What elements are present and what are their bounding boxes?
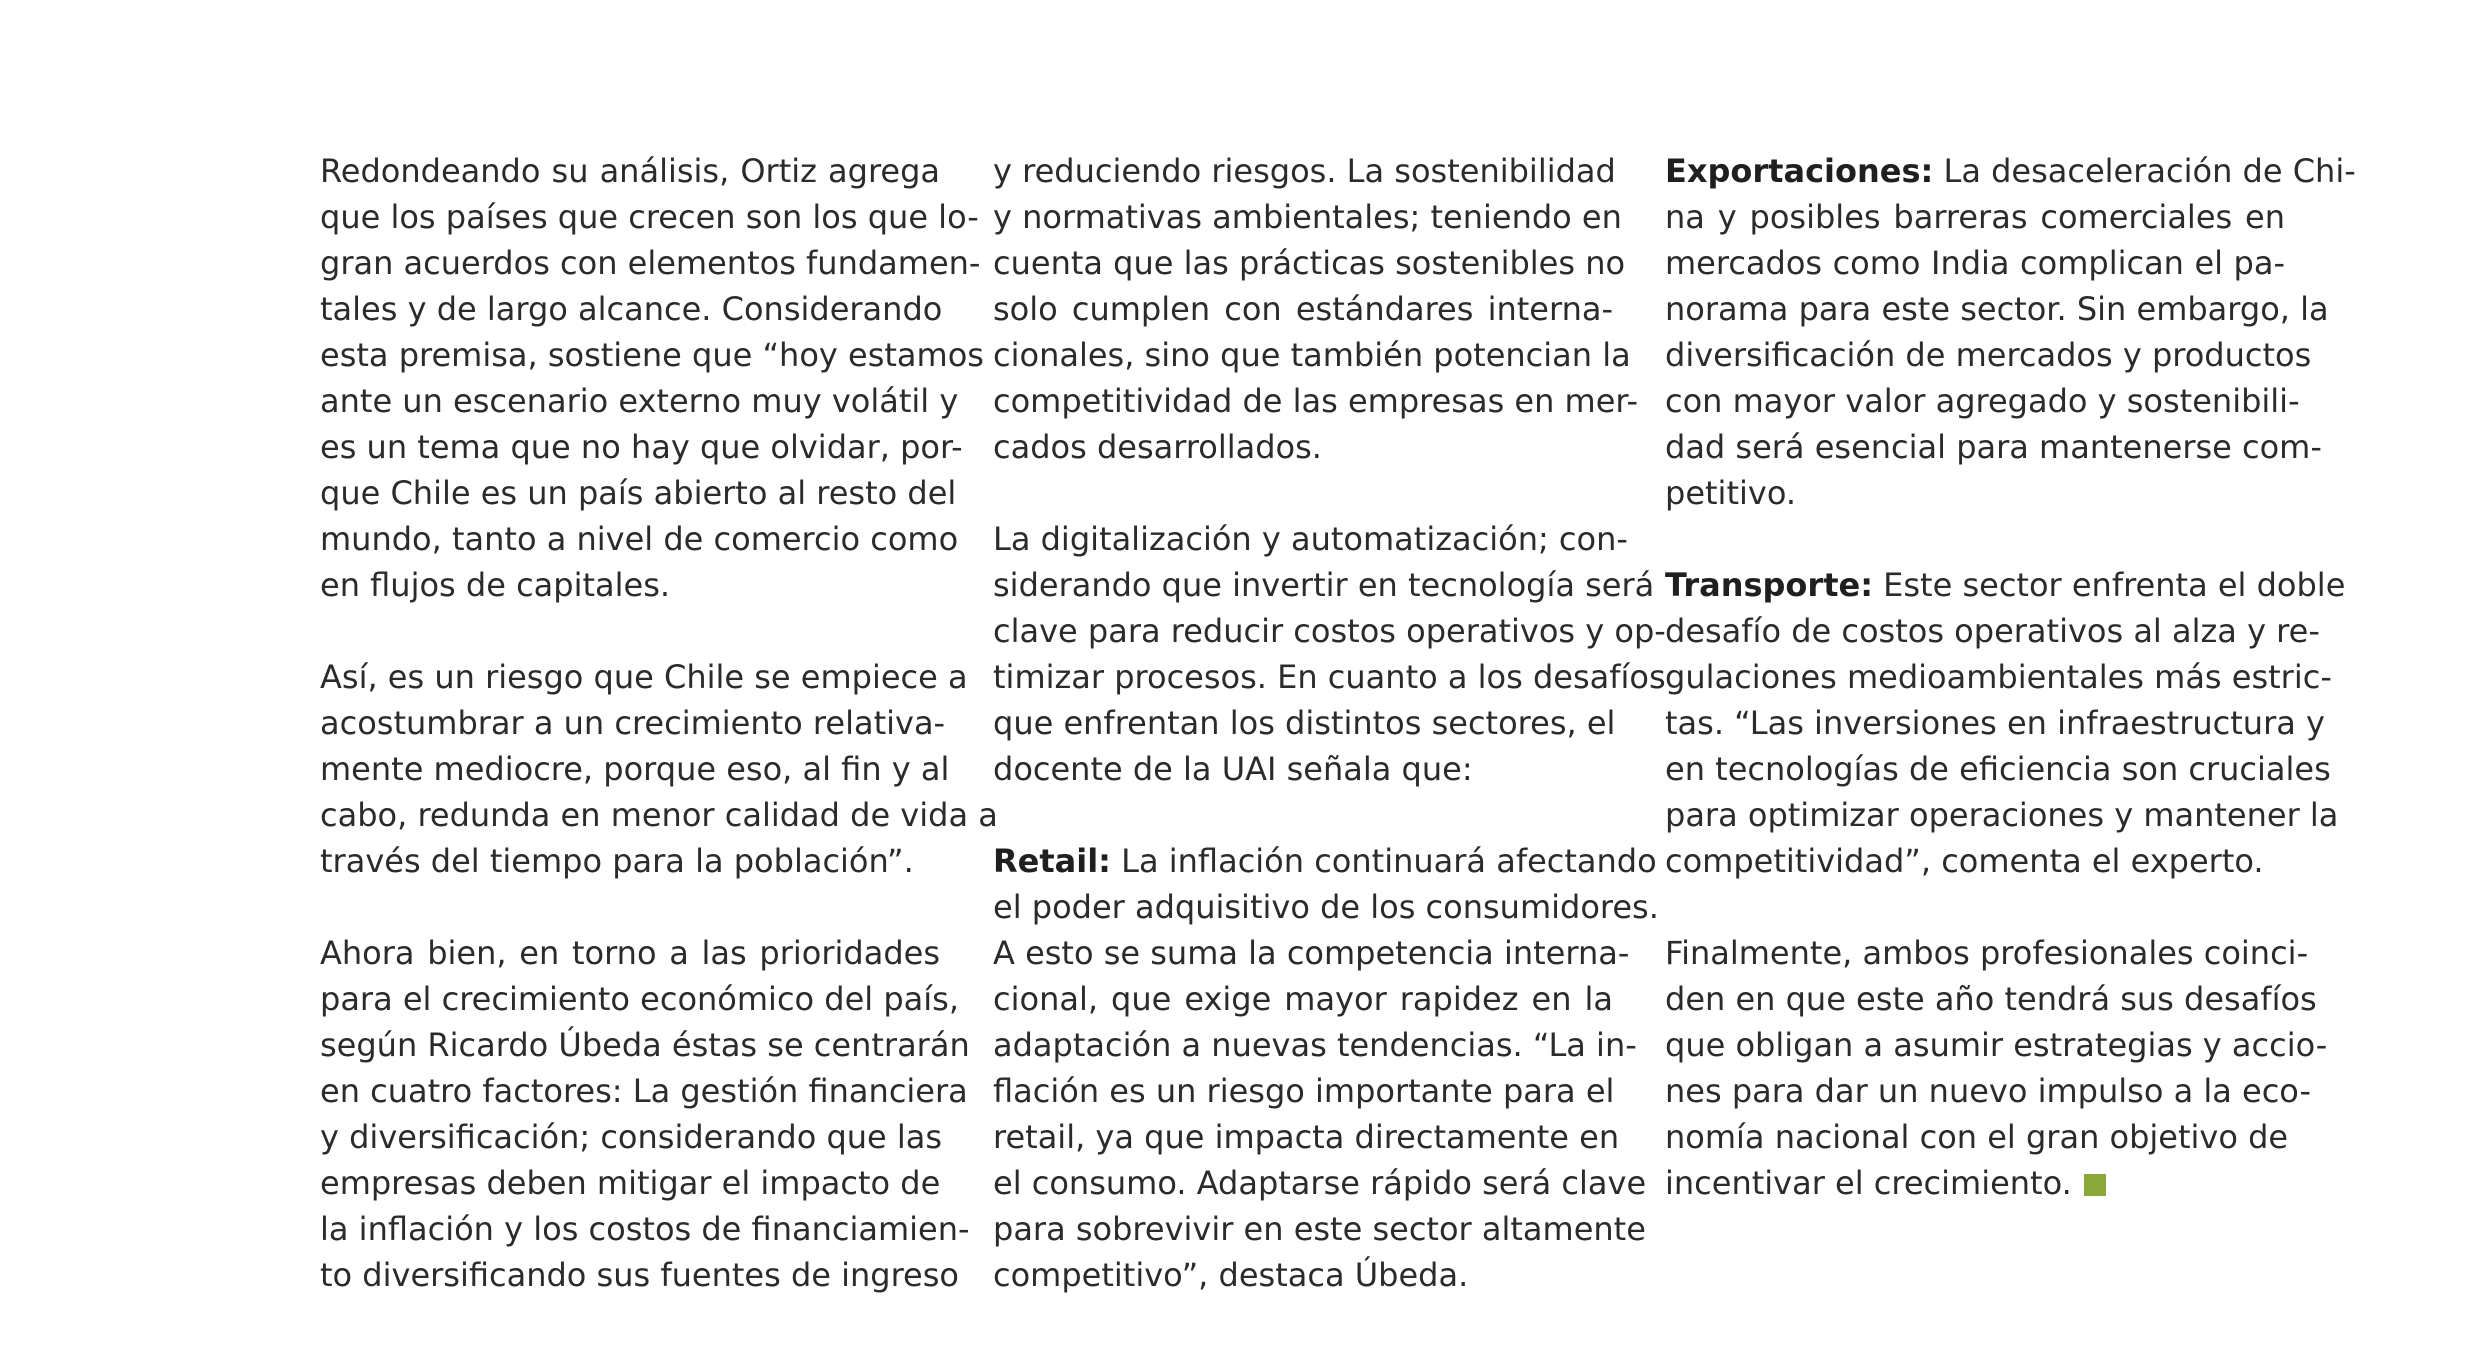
paragraph-line <box>1665 424 2322 470</box>
paragraph-line <box>1665 700 2325 746</box>
line-text: Ahora bien, en torno a las prioridades <box>320 934 940 972</box>
line-text: A esto se suma la competencia interna- <box>993 934 1630 972</box>
paragraph-line <box>320 194 979 240</box>
line-text: adaptación a nuevas tendencias. “La in- <box>993 1026 1637 1064</box>
line-text: norama para este sector. Sin embargo, la <box>1665 290 2329 328</box>
paragraph-line <box>1665 930 2309 976</box>
line-text: retail, ya que impacta directamente en <box>993 1118 1620 1156</box>
line-text: tas. “Las inversiones en infraestructura y <box>1665 704 2325 742</box>
line-text: docente de la UAI señala que: <box>993 750 1473 788</box>
line-text: en flujos de capitales. <box>320 566 671 604</box>
paragraph <box>993 148 1639 470</box>
article-column-2 <box>993 148 1666 1344</box>
paragraph-line <box>993 1160 1647 1206</box>
paragraph-line <box>1665 1160 2285 1206</box>
line-text: solo cumplen con estándares interna- <box>993 290 1613 328</box>
paragraph-line <box>320 838 940 884</box>
paragraph-line <box>1665 378 2300 424</box>
line-text: La desaceleración de Chi- <box>1933 152 2356 190</box>
paragraph-line <box>320 378 959 424</box>
line-text: ante un escenario externo muy volátil y <box>320 382 959 420</box>
section-lead: Retail: <box>993 842 1111 880</box>
paragraph-line <box>320 930 940 976</box>
paragraph-line <box>993 378 1639 424</box>
paragraph-line <box>320 286 943 332</box>
paragraph-line <box>320 654 968 700</box>
line-text: en tecnologías de eficiencia son cruciales <box>1665 750 2331 788</box>
line-text: es un tema que no hay que olvidar, por- <box>320 428 963 466</box>
line-text: con mayor valor agregado y sostenibili- <box>1665 382 2300 420</box>
paragraph-line <box>993 838 1657 884</box>
paragraph <box>993 516 1666 792</box>
line-text: en cuatro factores: La gestión financiera <box>320 1072 968 1110</box>
line-text: competitividad”, comenta el experto. <box>1665 842 2264 880</box>
line-text: timizar procesos. En cuanto a los desafíos <box>993 658 1666 696</box>
line-text: cionales, sino que también potencian la <box>993 336 1631 374</box>
paragraph-line <box>1665 976 2317 1022</box>
line-text: y reduciendo riesgos. La sostenibilidad <box>993 152 1616 190</box>
paragraph-line <box>320 470 957 516</box>
article-column-1 <box>320 148 998 1344</box>
line-text: Redondeando su análisis, Ortiz agrega <box>320 152 940 190</box>
paragraph-line <box>1665 240 2285 286</box>
paragraph-line <box>993 608 1666 654</box>
line-text: petitivo. <box>1665 474 1796 512</box>
paragraph-line <box>993 746 1613 792</box>
line-text: La digitalización y automatización; con- <box>993 520 1628 558</box>
paragraph-line <box>320 976 959 1022</box>
paragraph-line <box>1665 792 2339 838</box>
paragraph-line <box>320 240 981 286</box>
line-text: nes para dar un nuevo impulso a la eco- <box>1665 1072 2312 1110</box>
line-text: esta premisa, sostiene que “hoy estamos <box>320 336 984 374</box>
paragraph-line <box>993 1252 1613 1298</box>
paragraph-line <box>993 1068 1613 1114</box>
paragraph-line <box>1665 286 2329 332</box>
paragraph-line <box>993 654 1666 700</box>
end-of-article-square-icon <box>2084 1174 2106 1196</box>
paragraph-line <box>1665 194 2285 240</box>
paragraph-line <box>320 1022 970 1068</box>
line-text: dad será esencial para mantenerse com- <box>1665 428 2322 466</box>
paragraph-line <box>993 700 1616 746</box>
line-text: mundo, tanto a nivel de comercio como <box>320 520 959 558</box>
paragraph-line <box>993 194 1622 240</box>
paragraph <box>320 654 998 884</box>
line-text: den en que este año tendrá sus desafíos <box>1665 980 2317 1018</box>
paragraph-line <box>1665 1114 2289 1160</box>
line-text: tales y de largo alcance. Considerando <box>320 290 943 328</box>
paragraph-line <box>320 148 940 194</box>
line-text: gulaciones medioambientales más estric- <box>1665 658 2332 696</box>
line-text: cional, que exige mayor rapidez en la <box>993 980 1613 1018</box>
line-text: siderando que invertir en tecnología será <box>993 566 1655 604</box>
line-text: Así, es un riesgo que Chile se empiece a <box>320 658 968 696</box>
paragraph <box>993 838 1659 1298</box>
line-text: través del tiempo para la población”. <box>320 842 914 880</box>
line-text: que los países que crecen son los que lo- <box>320 198 979 236</box>
paragraph-line <box>1665 1022 2328 1068</box>
section-lead: Transporte: <box>1665 566 1873 604</box>
paragraph-line <box>320 1206 970 1252</box>
paragraph-line <box>993 1022 1637 1068</box>
line-text: Finalmente, ambos profesionales coinci- <box>1665 934 2309 972</box>
paragraph-line <box>320 332 984 378</box>
line-text: incentivar el crecimiento. <box>1665 1164 2072 1202</box>
line-text: clave para reducir costos operativos y op- <box>993 612 1666 650</box>
line-text: acostumbrar a un crecimiento relativa- <box>320 704 946 742</box>
line-text: para optimizar operaciones y mantener la <box>1665 796 2339 834</box>
line-text: flación es un riesgo importante para el <box>993 1072 1615 1110</box>
paragraph-line <box>320 1160 940 1206</box>
paragraph-line <box>1665 1068 2312 1114</box>
paragraph-line <box>1665 562 2346 608</box>
line-text: cuenta que las prácticas sostenibles no <box>993 244 1626 282</box>
line-text: La inflación continuará afectando <box>1110 842 1657 880</box>
paragraph-line <box>993 286 1613 332</box>
line-text: to diversificando sus fuentes de ingreso <box>320 1256 959 1294</box>
line-text: mercados como India complican el pa- <box>1665 244 2285 282</box>
paragraph-line <box>1665 470 2285 516</box>
line-text: gran acuerdos con elementos fundamen- <box>320 244 981 282</box>
section-lead: Exportaciones: <box>1665 152 1934 190</box>
paragraph-line <box>320 424 963 470</box>
paragraph-line <box>1665 148 2356 194</box>
line-text: que Chile es un país abierto al resto del <box>320 474 957 512</box>
paragraph-line <box>993 976 1613 1022</box>
line-text: diversificación de mercados y productos <box>1665 336 2312 374</box>
line-text: que enfrentan los distintos sectores, el <box>993 704 1616 742</box>
line-text: para el crecimiento económico del país, <box>320 980 959 1018</box>
line-text: el consumo. Adaptarse rápido será clave <box>993 1164 1647 1202</box>
paragraph <box>1665 148 2356 516</box>
paragraph-line <box>1665 838 2285 884</box>
line-text: según Ricardo Úbeda éstas se centrarán <box>320 1026 970 1064</box>
paragraph-line <box>320 746 950 792</box>
line-text: el poder adquisitivo de los consumidores. <box>993 888 1659 926</box>
paragraph-line <box>320 562 940 608</box>
line-text: Este sector enfrenta el doble <box>1872 566 2346 604</box>
line-text: cados desarrollados. <box>993 428 1322 466</box>
paragraph-line <box>993 1206 1646 1252</box>
paragraph-line <box>1665 746 2331 792</box>
paragraph-line <box>993 424 1613 470</box>
line-text: na y posibles barreras comerciales en <box>1665 198 2285 236</box>
line-text: y normativas ambientales; teniendo en <box>993 198 1622 236</box>
paragraph-line <box>993 562 1655 608</box>
paragraph-line <box>320 792 998 838</box>
line-text: y diversificación; considerando que las <box>320 1118 943 1156</box>
paragraph-line <box>320 700 946 746</box>
paragraph-line <box>993 332 1631 378</box>
line-text: desafío de costos operativos al alza y re- <box>1665 612 2320 650</box>
paragraph-line <box>1665 654 2332 700</box>
paragraph <box>1665 930 2328 1206</box>
line-text: para sobrevivir en este sector altamente <box>993 1210 1646 1248</box>
line-text: la inflación y los costos de financiamien- <box>320 1210 970 1248</box>
paragraph-line <box>993 148 1616 194</box>
paragraph-line <box>993 884 1659 930</box>
line-text: empresas deben mitigar el impacto de <box>320 1164 941 1202</box>
paragraph-line <box>993 516 1628 562</box>
line-text: competitividad de las empresas en mer- <box>993 382 1639 420</box>
paragraph <box>320 148 984 608</box>
line-text: competitivo”, destaca Úbeda. <box>993 1256 1469 1294</box>
paragraph-line <box>320 1068 968 1114</box>
paragraph-line <box>1665 332 2312 378</box>
line-text: nomía nacional con el gran objetivo de <box>1665 1118 2289 1156</box>
paragraph-line <box>993 1114 1620 1160</box>
article-column-3 <box>1665 148 2356 1252</box>
paragraph-line <box>320 516 959 562</box>
line-text: mente mediocre, porque eso, al fin y al <box>320 750 950 788</box>
line-text: cabo, redunda en menor calidad de vida a <box>320 796 998 834</box>
paragraph-line <box>993 240 1626 286</box>
paragraph <box>320 930 970 1298</box>
paragraph-line <box>320 1252 959 1298</box>
line-text: que obligan a asumir estrategias y accio- <box>1665 1026 2328 1064</box>
paragraph-line <box>320 1114 943 1160</box>
paragraph <box>1665 562 2346 884</box>
paragraph-line <box>993 930 1630 976</box>
paragraph-line <box>1665 608 2320 654</box>
